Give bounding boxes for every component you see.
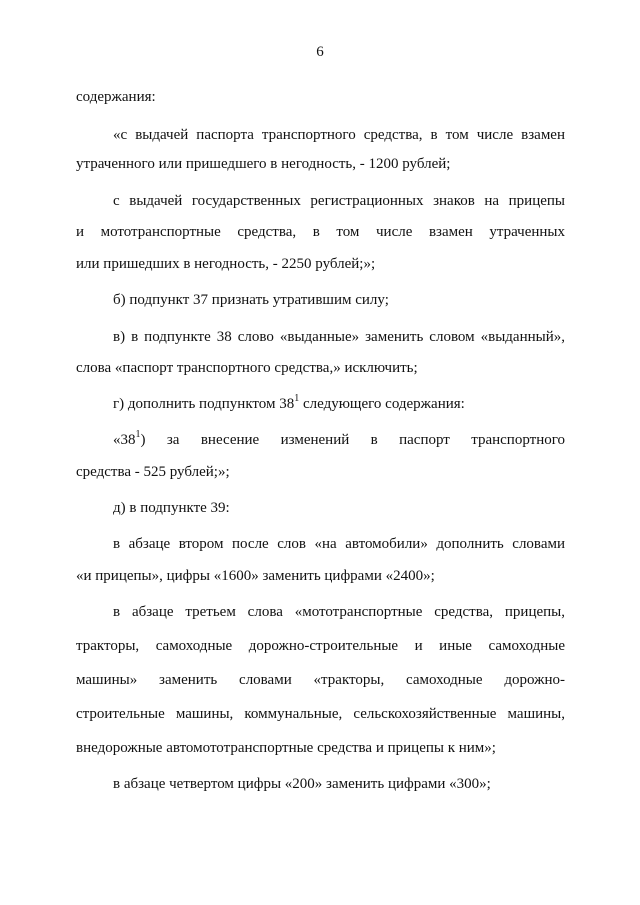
paragraph-line: в абзаце четвертом цифры «200» заменить цифрами «300»; [113,776,491,792]
paragraph-line: б) подпункт 37 признать утратившим силу; [113,292,389,308]
text-fragment: г) дополнить подпунктом 38 [113,396,295,412]
paragraph-line [113,430,565,450]
paragraph-line: тракторы, самоходные дорожно-строительные и иные самоходные [76,638,565,654]
paragraph-line: строительные машины, коммунальные, сельскохозяйственные машины, [76,706,565,722]
paragraph-line: в абзаце третьем слова «мототранспортные средства, прицепы, [113,604,565,620]
paragraph-line: средства - 525 рублей;»; [76,464,230,480]
paragraph-line: с выдачей государственных регистрационных знаков на прицепы [113,193,565,209]
paragraph-line: внедорожные автомототранспортные средства и прицепы к ним»; [76,740,496,756]
paragraph-line: и мототранспортные средства, в том числе взамен утраченных [76,224,565,240]
paragraph-line: машины» заменить словами «тракторы, самоходные дорожно- [76,672,565,688]
paragraph-line: «с выдачей паспорта транспортного средства, в том числе взамен [113,127,565,143]
paragraph-line: или пришедших в негодность, - 2250 рублей;»; [76,256,376,272]
paragraph-line: д) в подпункте 39: [113,500,230,516]
paragraph-line: слова «паспорт транспортного средства,» исключить; [76,360,418,376]
text-fragment: «38 [113,432,136,448]
paragraph-line: содержания: [76,89,156,105]
page-number: 6 [316,44,324,60]
paragraph-line: «и прицепы», цифры «1600» заменить цифрами «2400»; [76,568,435,584]
text-fragment: следующего содержания: [302,396,465,412]
paragraph-line: утраченного или пришедшего в негодность, - 1200 рублей; [76,156,451,172]
superscript: 1 [294,393,300,404]
text-fragment: ) за внесение изменений в паспорт транспортного [140,432,565,448]
paragraph-line: в) в подпункте 38 слово «выданные» заменить словом «выданный», [113,329,565,345]
paragraph-line [113,394,565,414]
superscript: 1 [135,429,141,440]
paragraph-line: в абзаце втором после слов «на автомобили» дополнить словами [113,536,565,552]
